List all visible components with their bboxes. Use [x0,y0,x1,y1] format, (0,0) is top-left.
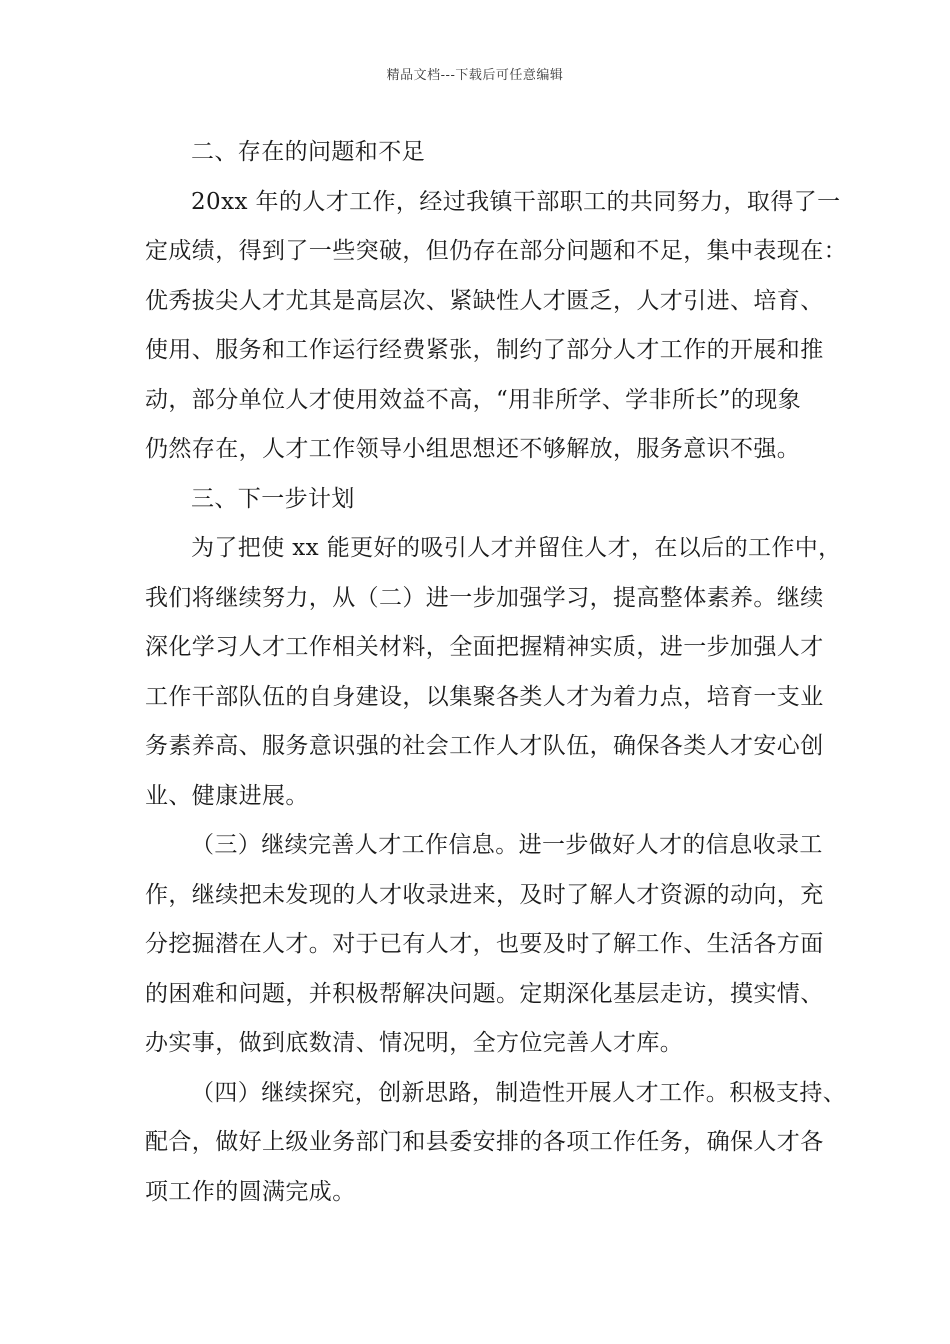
text-line: （四）继续探究，创新思路，制造性开展人才工作。积极支持、 [191,1079,847,1106]
text-line: 20xx 年的人才工作，经过我镇干部职工的共同努力，取得了一 [191,188,841,215]
text-line: 使用、服务和工作运行经费紧张，制约了部分人才工作的开展和推 [145,337,824,363]
text-line: 务素养高、服务意识强的社会工作人才队伍，确保各类人才安心创 [145,733,824,759]
text-line: 我们将继续努力，从（二）进一步加强学习，提高整体素养。继续 [145,584,824,611]
text-line: 配合，做好上级业务部门和县委安排的各项工作任务，确保人才各 [145,1129,824,1155]
document-body [145,128,847,1217]
text-line: 业、健康进展。 [145,782,309,809]
text-line: 定成绩，得到了一些突破，但仍存在部分问题和不足，集中表现在： [145,238,847,264]
text-line: 的困难和问题，并积极帮解决问题。定期深化基层走访，摸实情、 [145,980,824,1007]
text-line: 动，部分单位人才使用效益不高，“用非所学、学非所长”的现象 [145,386,802,413]
text-line: 为了把使 xx 能更好的吸引人才并留住人才，在以后的工作中， [191,535,842,561]
page-header: 精品文档---下载后可任意编辑 [386,68,564,83]
text-line: 办实事，做到底数清、情况明，全方位完善人才库。 [145,1030,684,1056]
text-line: 作，继续把未发现的人才收录进来，及时了解人才资源的动向，充 [145,881,824,908]
text-line: 三、下一步计划 [191,485,355,512]
text-line: 工作干部队伍的自身建设，以集聚各类人才为着力点，培育一支业 [145,683,824,710]
text-line: 二、存在的问题和不足 [191,139,425,165]
text-line: 分挖掘潜在人才。对于已有人才，也要及时了解工作、生活各方面 [145,931,824,957]
text-line: 仍然存在，人才工作领导小组思想还不够解放，服务意识不强。 [145,436,801,462]
text-line: 深化学习人才工作相关材料，全面把握精神实质，进一步加强人才 [145,634,824,660]
text-line: 优秀拔尖人才尤其是高层次、紧缺性人才匮乏，人才引进、培育、 [145,287,824,314]
text-line: 项工作的圆满完成。 [145,1178,356,1205]
text-line: （三）继续完善人才工作信息。进一步做好人才的信息收录工 [191,832,823,858]
